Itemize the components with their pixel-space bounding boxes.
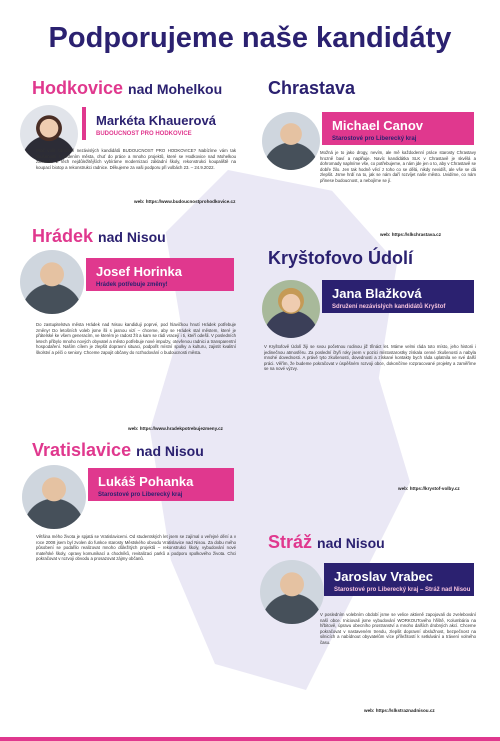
- candidate-role: BUDOUCNOST PRO HODKOVICE: [96, 131, 192, 137]
- city-name: Stráž: [268, 532, 313, 552]
- candidate-photo-canov: [262, 112, 320, 170]
- website-hodkovice: [134, 199, 235, 204]
- website-chrastava: [380, 232, 441, 237]
- candidate-name: Jana Blažková: [332, 286, 422, 301]
- website-hradek: [128, 426, 223, 431]
- candidate-photo-blazkova: [262, 280, 320, 338]
- candidate-role: Starostové pro Liberecký kraj: [98, 492, 183, 498]
- city-name: Chrastava: [268, 78, 356, 98]
- candidate-text-vratislavice: Většina mého života je spjatá se Vratislavicemi. Od studentských let jsem se zajímal o veřejné dění a v roce 2008 jsem byl zvolen do funkce starosty Městského obvodu Vratislavice nad Nisou. Za dobu mého působení se podařilo realizovat mnoho důležitých projektů – rekonstrukci školy, vybudování nové mateřské školy, opravy komunikací a chodníků, revitalizaci parků a podporu spolkového života. Chci pokračovat v rozvoji obvodu a prosazovat zájmy občanů.: [36, 534, 236, 561]
- web-link[interactable]: https://www.budoucnostprohodkovice.cz: [145, 199, 236, 204]
- web-label: web:: [380, 232, 391, 237]
- candidate-card-hodkovice: [82, 107, 237, 140]
- section-title-chrastava: [268, 78, 355, 99]
- bottom-accent-bar: [0, 737, 500, 741]
- section-title-straz: [268, 532, 385, 553]
- candidate-photo-horinka: [20, 250, 84, 314]
- candidate-name: Jaroslav Vrabec: [334, 569, 434, 584]
- section-title-krystofovo: [268, 248, 413, 269]
- candidate-card-straz: [324, 563, 474, 596]
- candidate-role: Starostové pro Liberecký kraj: [332, 136, 417, 142]
- candidate-card-chrastava: [322, 112, 474, 145]
- candidate-text-krystofovo: V Kryštofově Údolí žiji se svou početnou rodinou již třináct let. Máme velmi ráda toto místo, jeho historii i jedinečnou atmosféru. Za poslední čtyři roky jsem v pozici místostarostky získala cenné zkušenosti a nabyla mnohé dovednosti. A právě tyto zkušenosti, dovednosti a získané kontakty bych ráda uplatnila ve své další práci. Věřím, že budeme pokračovat v úspěšném rozvoji obce, dokončíme rozpracované projekty a zaměříme se na nové výzvy.: [264, 344, 476, 371]
- candidate-photo-vrabec: [260, 560, 324, 624]
- candidate-text-straz: V posledním volebním období jsme se velice aktivně zapojovali do zvelebování naší obce. Iniciovali jsme vybudování WORKOUTového hřiště, Kolumbária na hřbitově, úpravu obecního prostranství a mnoho dalších drobných akcí. Chceme pokračovat v nastaveném trendu, zlepšit dopravní obslužnost, bezpečnost na silnicích a nabídnout obyvatelům více příležitostí k setkávání a trávení volného času.: [320, 612, 476, 645]
- candidate-name: Lukáš Pohanka: [98, 474, 194, 489]
- web-label: web:: [128, 426, 139, 431]
- candidate-name: Markéta Khauerová: [96, 113, 216, 128]
- city-suffix: nad Nisou: [136, 443, 204, 459]
- candidate-role: Hrádek potřebuje změny!: [96, 282, 168, 288]
- section-title-hradek: [32, 226, 166, 247]
- candidate-name: Michael Canov: [332, 118, 424, 133]
- candidate-photo-pohanka: [22, 465, 86, 529]
- city-suffix: nad Nisou: [98, 229, 166, 245]
- candidate-name: Josef Horinka: [96, 264, 182, 279]
- city-name: Hrádek: [32, 226, 94, 246]
- candidate-role: Sdružení nezávislých kandidátů Kryštof: [332, 304, 446, 310]
- web-link[interactable]: https://slkchrastava.cz: [391, 232, 442, 237]
- section-title-vratislavice: [32, 440, 204, 461]
- web-label: web:: [364, 708, 375, 713]
- website-straz: [364, 708, 435, 713]
- candidate-card-hradek: [86, 258, 234, 291]
- candidate-card-krystofovo: [322, 280, 474, 313]
- web-label: web:: [398, 486, 409, 491]
- web-link[interactable]: https://slkstraznadnisou.cz: [375, 708, 435, 713]
- section-title-hodkovice: [32, 78, 222, 99]
- website-krystofovo: [398, 486, 460, 491]
- candidate-text-chrastava: Možná je to jako drogy, nevím, ale mě každodenní práce starosty Chrastavy hrozně baví a naplňuje. Navíc kandidátka SLK v Chrastavě je skvělá a dohromady naplníme vše, co potřebujeme, a nám jde jen o to, aby v Chrastavě se dobře žilo. Jen tak hodně věcí z toho co se dělá, nikdy nevidíš, ale vše se dá zlepšit. Jsme hrdí na to, jak se nám daří rozvíjet naše město. Uvidíme, co nám přinese budoucnost, a nebojíme se jí.: [320, 150, 476, 183]
- candidate-role: Starostové pro Liberecký kraj – Stráž nad Nisou: [334, 587, 471, 593]
- candidate-text-hodkovice: Proč volit sdružení nezávislých kandidátů BUDOUCNOST PRO HODKOVICE? Nabízíme vám tak zkušenosti s vedením města, chuť do práce a mnoho projektů, které se Hodkovice nad Mohelkou zaslouží. Z těch nejdůležitějších vybíráme modernizaci základní školy, rekonstrukci koupaliště na koupací biotop a rekonstrukci radnice. Děkujeme za vaši podporu při volbách 23. – 24.9.2022.: [36, 148, 236, 170]
- city-suffix: nad Mohelkou: [128, 81, 223, 97]
- city-name: Kryštofovo Údolí: [268, 248, 414, 268]
- web-label: web:: [134, 199, 145, 204]
- page-title: Podporujeme naše kandidáty: [48, 22, 452, 54]
- city-suffix: nad Nisou: [317, 535, 385, 551]
- city-name: Hodkovice: [32, 78, 124, 98]
- web-link[interactable]: https://krystof-volby.cz: [409, 486, 460, 491]
- city-name: Vratislavice: [32, 440, 132, 460]
- candidate-card-vratislavice: [88, 468, 234, 501]
- candidate-text-hradek: Do zastupitelstva města Hrádek nad Nisou kandiduji poprvé, pod hlavičkou hnutí Hrádek potřebuje změny! Do letošních voleb jsme šli s jasnou vizí – chceme, aby se Hrádek stal městem, které je přátelské ke všem generacím, ve kterém je radost žít a kam se rádi vracejí i ti, kteří odešli. V posledních letech přibylo mnoho nových obyvatel a město potřebuje nové impulzy, otevřenou radnici a transparentní hospodaření. Naším cílem je zlepšit dopravní situaci, podpořit místní spolky a kulturu, zajistit kvalitní školství a péči o seniory. Chceme zapojit občany do rozhodování o budoucnosti města.: [36, 322, 236, 355]
- web-link[interactable]: https://www.hradekpotrebujezmeny.cz: [139, 426, 223, 431]
